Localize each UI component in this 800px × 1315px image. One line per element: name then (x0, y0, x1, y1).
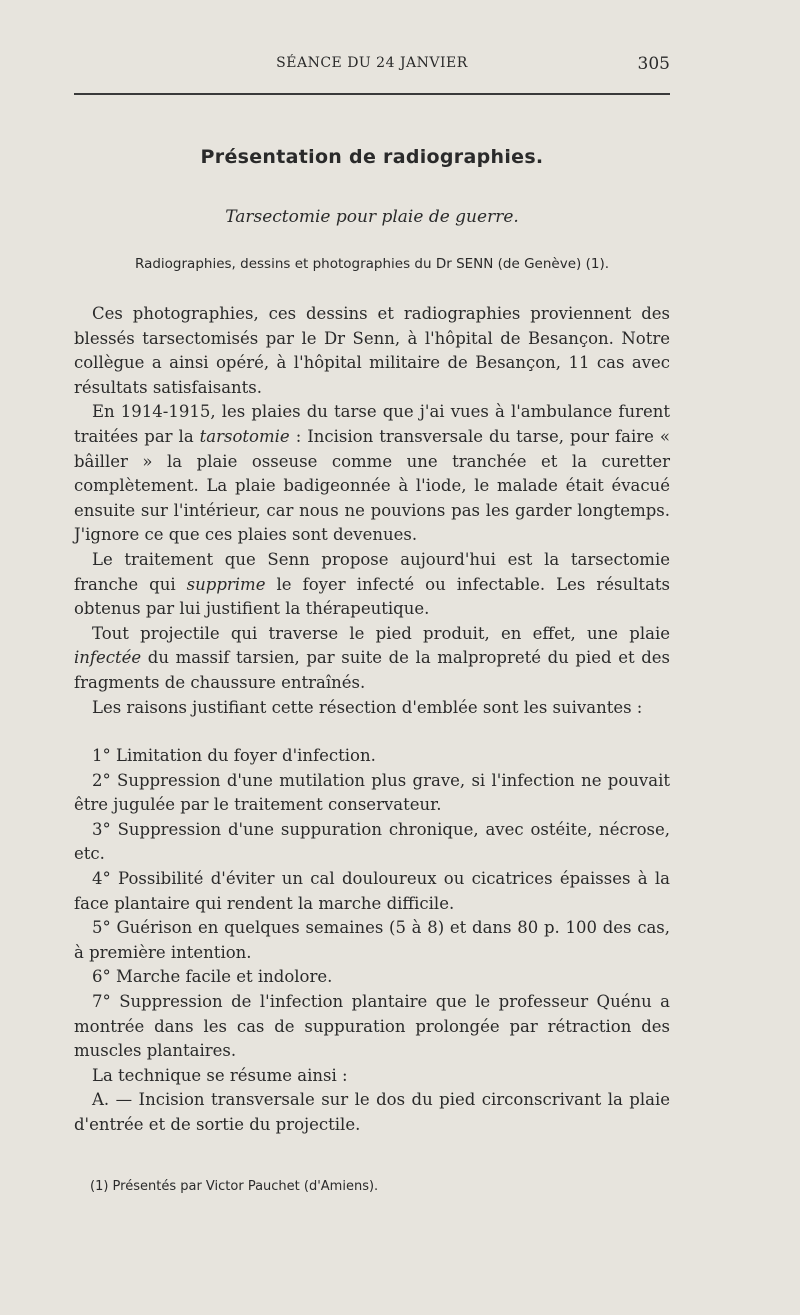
header-rule (74, 93, 670, 95)
article-title: Présentation de radiographies. (200, 146, 544, 168)
article-subtitle: Tarsectomie pour plaie de guerre. (225, 207, 519, 227)
reason-item: 1° Limitation du foyer d'infection. (92, 746, 376, 766)
paragraph-4-emphasis: infectée (74, 648, 142, 668)
technique-intro: La technique se résume ainsi : (92, 1065, 348, 1085)
paragraph-3-emphasis: supprime (186, 574, 266, 594)
paragraph-5: Les raisons justifiant cette résection d'emblée sont les suivantes : (92, 697, 643, 717)
paragraph-2 (74, 400, 670, 548)
reason-item: 6° Marche facile et indolore. (92, 967, 333, 987)
paragraph-3-text: Le traitement que Senn propose aujourd'hui est la tarsectomie franche qui (74, 549, 670, 594)
paragraph-4 (74, 622, 670, 696)
reason-item: 2° Suppression d'une mutilation plus grave, si l'infection ne pouvait être jugulée par le traitement conservateur. (74, 770, 670, 815)
footnote: (1) Présentés par Victor Pauchet (d'Amiens). (90, 1179, 379, 1194)
running-head (74, 52, 670, 76)
paragraph-2-text: En 1914-1915, les plaies du tarse que j'ai vues à l'ambulance furent traitées par la (74, 402, 670, 446)
article-body (74, 302, 670, 1138)
article-attribution: Radiographies, dessins et photographies du Dr SENN (de Genève) (1). (135, 256, 609, 272)
paragraph-3-text-cont: le foyer infecté ou infectable. Les résultats obtenus par lui justifient la thérapeutique. (74, 574, 670, 619)
paragraph-3 (74, 548, 670, 622)
reason-item: 3° Suppression d'une suppuration chronique, avec ostéite, nécrose, etc. (74, 819, 670, 864)
page-number: 305 (637, 54, 670, 74)
paragraph-2-text-cont: : Incision transversale du tarse, pour faire « bâiller » la plaie osseuse comme une tranchée et la curetter complètement. La plaie badigeonnée à l'iode, le malade était évacué ensuite sur l'intérieur, car nous ne pouvions pas les garder longtemps. J'ignore ce que ces plaies sont devenues. (74, 426, 670, 545)
paragraph-4-text-cont: du massif tarsien, par suite de la malpropreté du pied et des fragments de chaussure entraînés. (74, 648, 670, 692)
running-title: SÉANCE DU 24 JANVIER (276, 55, 468, 71)
paragraph-1: Ces photographies, ces dessins et radiographies proviennent des blessés tarsectomisés par le Dr Senn, à l'hôpital de Besançon. Notre collègue a ainsi opéré, à l'hôpital militaire de Besançon, 11 cas avec résultats satisfaisants. (74, 304, 670, 397)
reason-item: 4° Possibilité d'éviter un cal douloureux ou cicatrices épaisses à la face plantaire qui rendent la marche difficile. (74, 869, 670, 913)
paragraph-4-text: Tout projectile qui traverse le pied produit, en effet, une plaie (92, 623, 670, 643)
reason-item: 5° Guérison en quelques semaines (5 à 8) et dans 80 p. 100 des cas, à première intention. (74, 918, 670, 962)
paragraph-2-emphasis: tarsotomie (199, 426, 290, 446)
reason-item: 7° Suppression de l'infection plantaire que le professeur Quénu a montrée dans les cas de suppuration prolongée par rétraction des muscles plantaires. (74, 992, 670, 1061)
technique-step-a: A. — Incision transversale sur le dos du pied circonscrivant la plaie d'entrée et de sortie du projectile. (74, 1090, 670, 1134)
